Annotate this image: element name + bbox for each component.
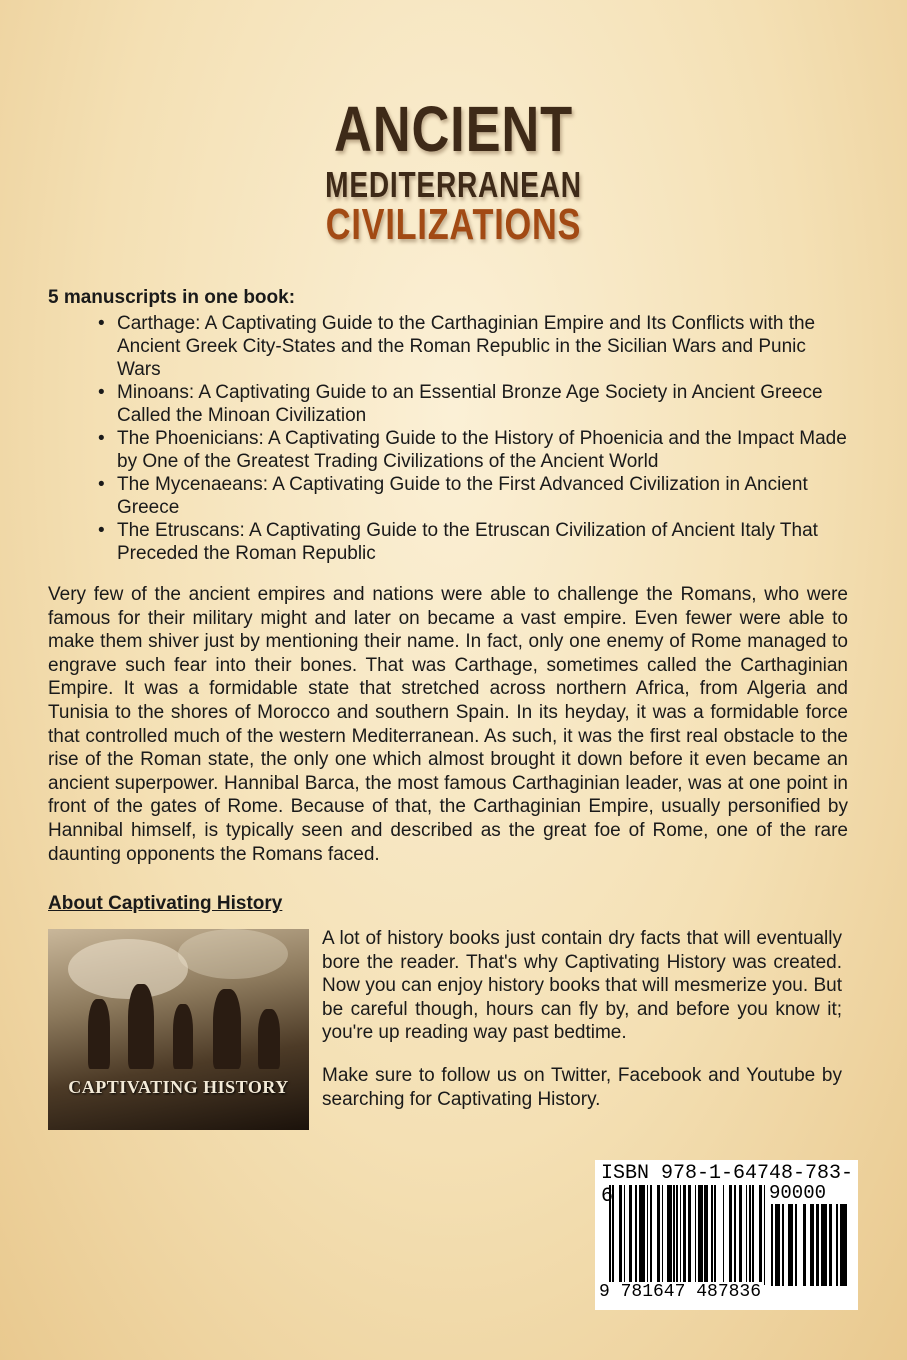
- manuscript-item-minoans: • Minoans: A Captivating Guide to an Essential Bronze Age Society in Ancient Greece Called the Minoan Civilization: [117, 381, 848, 427]
- book-description: Very few of the ancient empires and nations were able to challenge the Romans, who were famous for their military might and later on became a vast empire. Even fewer were able to make them shiver just by mentioning their name. In fact, only one enemy of Rome managed to engrave such fear into their bones. That was Carthage, sometimes called the Carthaginian Empire. It was a formidable state that stretched across northern Africa, from Algeria and Tunisia to the shores of Morocco and southern Spain. In its heyday, it was a formidable force that controlled much of the western Mediterranean. As such, it was the first real obstacle to the rise of the Roman state, the only one which almost brought it down before it even became an ancient superpower. Hannibal Barca, the most famous Carthaginian leader, was at one point in front of the gates of Rome. Because of that, the Carthaginian Empire, usually personified by Hannibal himself, is typically seen and described as the great foe of Rome, one of the rare daunting opponents the Romans faced.: [48, 584, 848, 865]
- price-code: 90000: [769, 1182, 827, 1204]
- isbn-barcode: [595, 1160, 858, 1310]
- about-paragraph-2: Make sure to follow us on Twitter, Facebook and Youtube by searching for Captivating History.: [322, 1064, 842, 1110]
- about-text: [322, 927, 842, 1130]
- about-heading: About Captivating History: [48, 893, 283, 914]
- soldier-figure: [213, 989, 241, 1069]
- manuscript-item-carthage: • Carthage: A Captivating Guide to the Carthaginian Empire and Its Conflicts with the Ancient Greek City-States and the Roman Republic in the Sicilian Wars and Punic Wars: [117, 312, 848, 381]
- barcode-bar: [788, 1204, 792, 1286]
- manuscripts-list: [48, 312, 848, 565]
- barcode-bar: [803, 1204, 805, 1286]
- barcode-bar: [816, 1204, 818, 1286]
- manuscripts-heading: 5 manuscripts in one book:: [48, 287, 296, 308]
- barcode-bar: [782, 1204, 784, 1286]
- barcode-bar: [840, 1204, 846, 1286]
- manuscript-item-mycenaeans: • The Mycenaeans: A Captivating Guide to the First Advanced Civilization in Ancient Greece: [117, 473, 848, 519]
- barcode-bar: [795, 1204, 797, 1286]
- soldier-figure: [128, 984, 154, 1069]
- manuscripts-section: [48, 286, 848, 565]
- barcode-bar: [810, 1204, 814, 1286]
- soldier-figure: [258, 1009, 280, 1069]
- barcode-bar: [771, 1204, 773, 1286]
- title-line-ancient: ANCIENT: [334, 93, 573, 165]
- isbn-number: ISBN 978-1-64748-783-6: [601, 1162, 854, 1208]
- soldier-figure: [173, 1004, 193, 1069]
- smoke-shape: [178, 929, 288, 979]
- title-line-mediterranean: MEDITERRANEAN: [325, 164, 582, 205]
- soldier-figure: [88, 999, 110, 1069]
- barcode-bar: [821, 1204, 827, 1286]
- title-line-civilizations: CIVILIZATIONS: [325, 200, 582, 249]
- publisher-logo-text: CAPTIVATING HISTORY: [68, 1077, 289, 1097]
- manuscript-item-phoenicians: • The Phoenicians: A Captivating Guide to the History of Phoenicia and the Impact Made by One of the Greatest Trading Civilizations of the Ancient World: [117, 427, 848, 473]
- publisher-logo-image: [48, 929, 309, 1130]
- barcode-bar: [836, 1204, 838, 1286]
- about-paragraph-1: A lot of history books just contain dry facts that will eventually bore the reader. That's why Captivating History was created. Now you can enjoy history books that will mesmerize you. But be careful though, hours can fly by, and before you know it; you're up reading way past bedtime.: [322, 928, 842, 1044]
- ean-digits: 9 781647 487836: [599, 1282, 762, 1302]
- manuscript-item-etruscans: • The Etruscans: A Captivating Guide to the Etruscan Civilization of Ancient Italy That Preceded the Roman Republic: [117, 519, 848, 565]
- smoke-shape: [68, 939, 188, 999]
- barcode-addon-bars: [771, 1204, 851, 1286]
- barcode-bar: [829, 1204, 831, 1286]
- barcode-bar: [775, 1204, 779, 1286]
